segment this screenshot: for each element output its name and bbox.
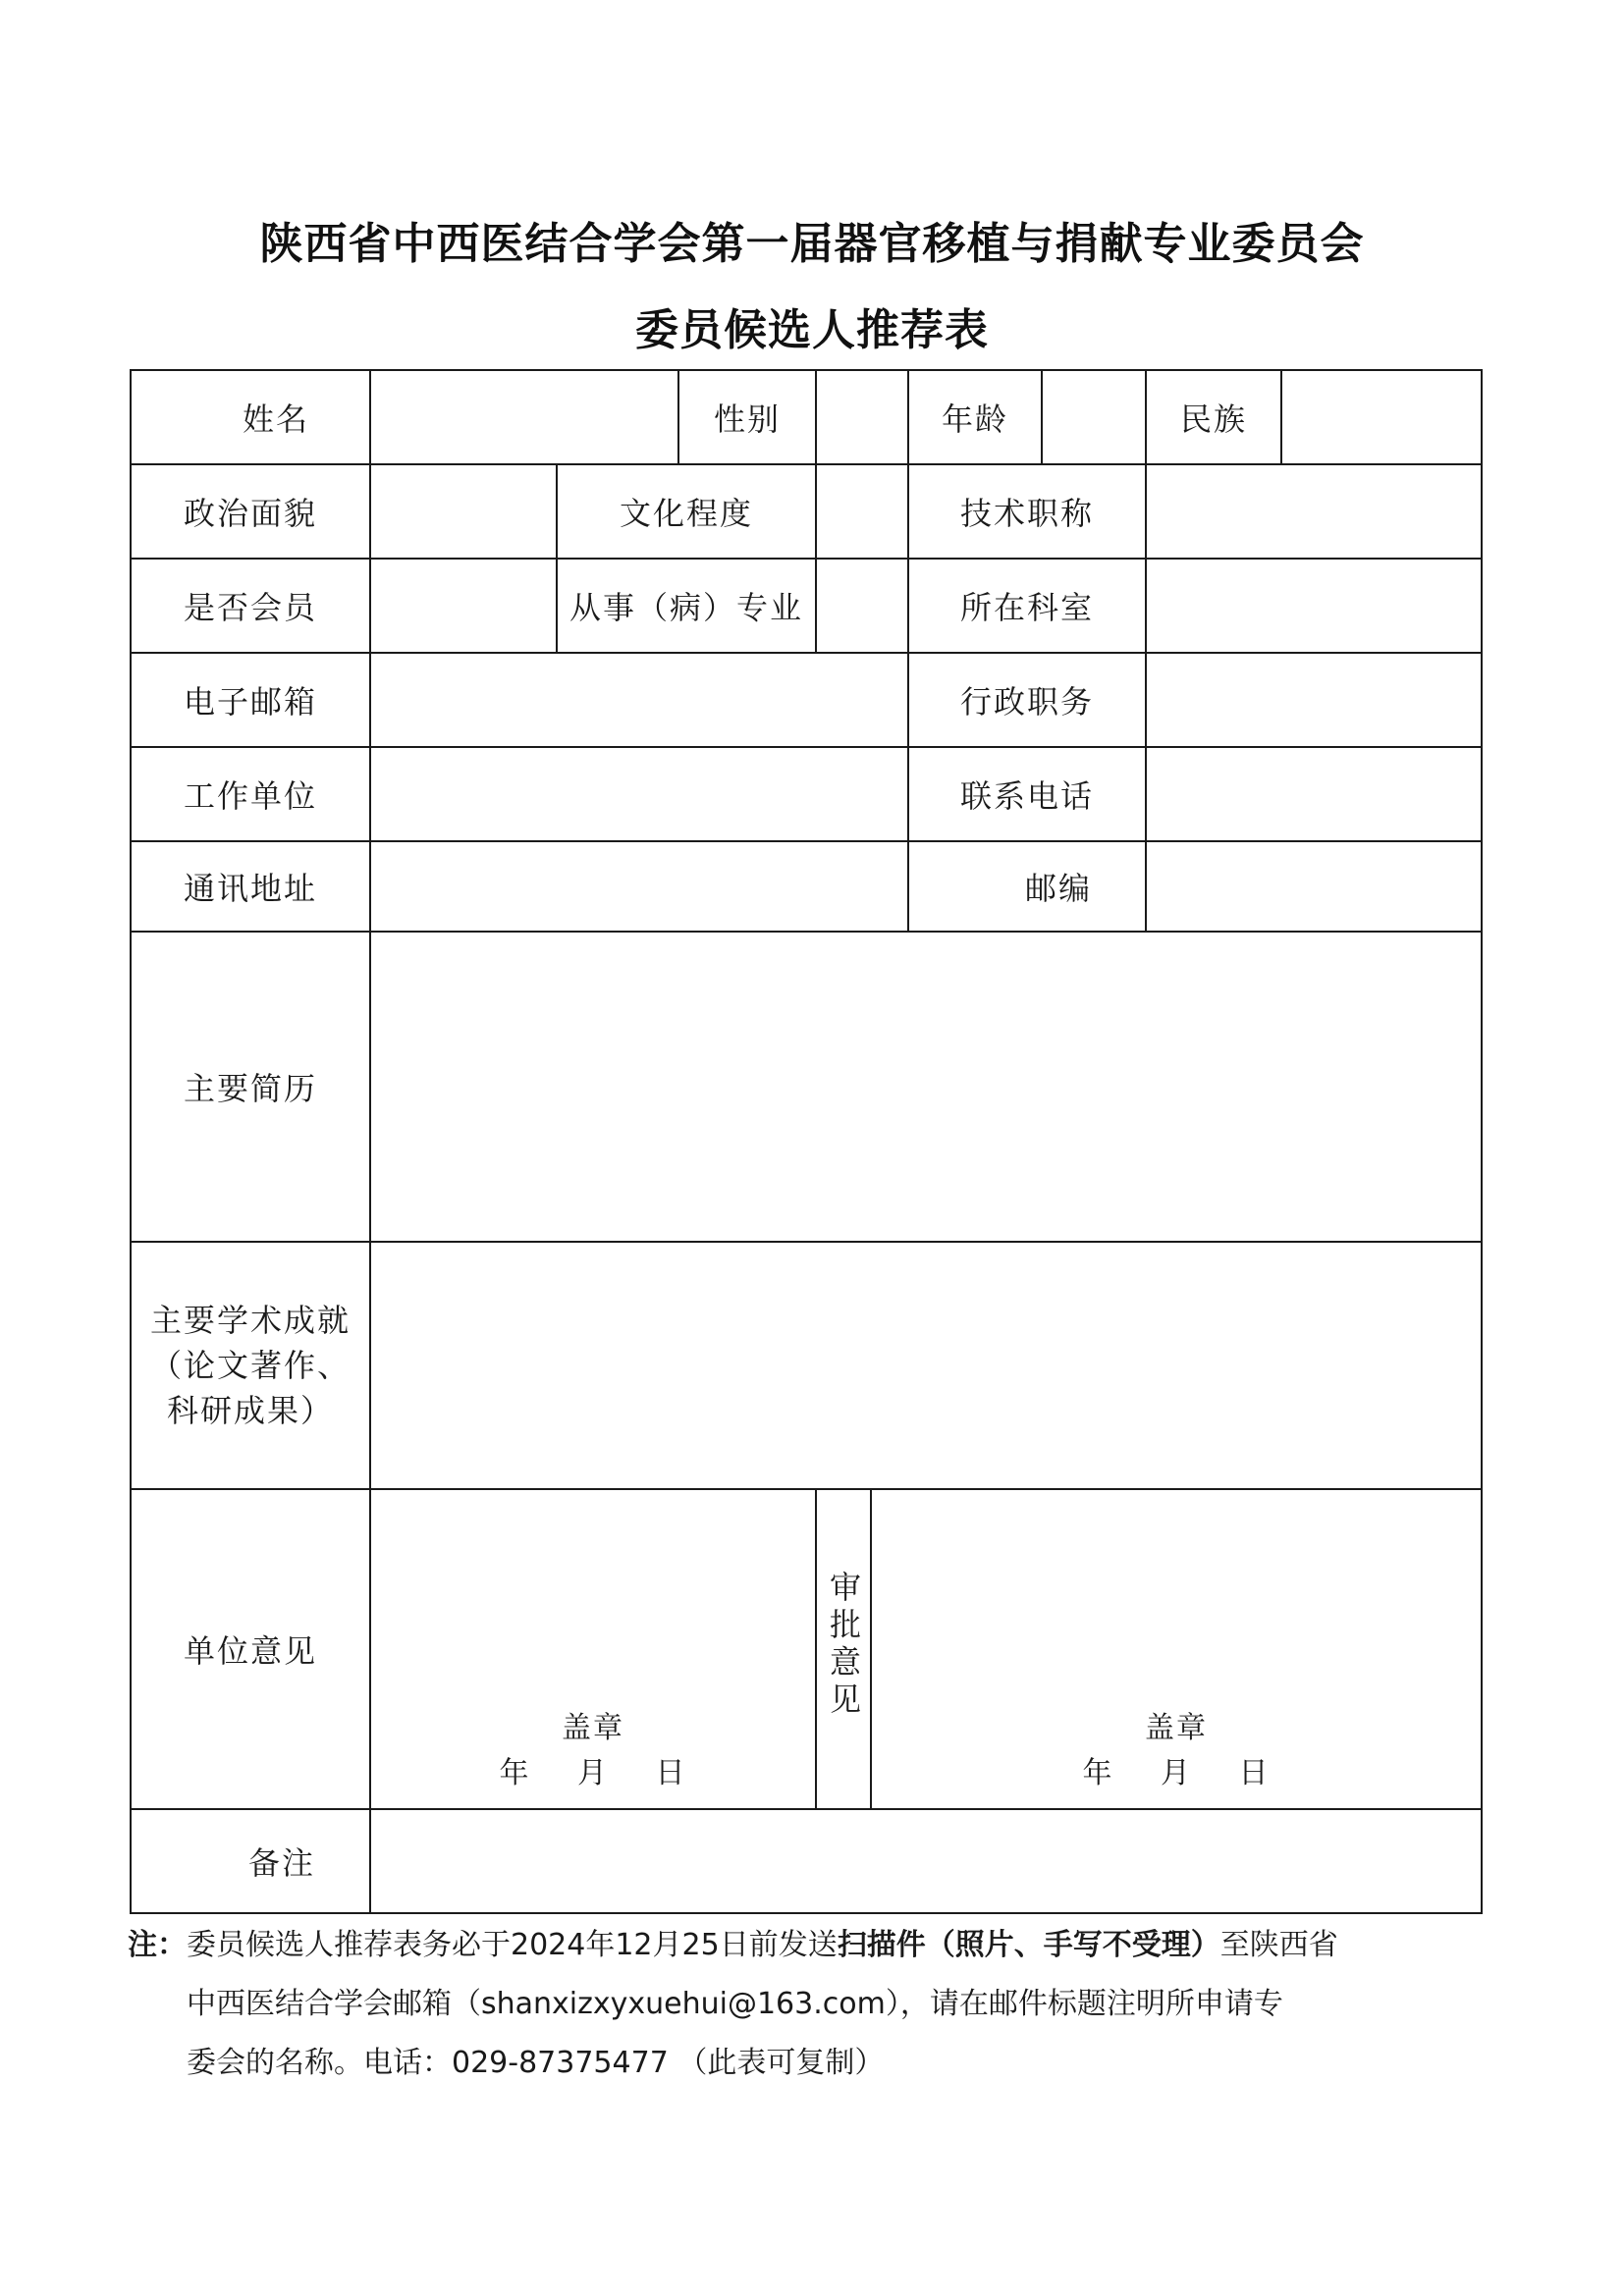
department-field[interactable] xyxy=(1146,559,1482,653)
member-label: 是否会员 xyxy=(131,559,370,653)
specialty-label: 从事（病）专业 xyxy=(557,559,816,653)
member-field[interactable] xyxy=(370,559,557,653)
admin-post-field[interactable] xyxy=(1146,653,1482,747)
resume-field[interactable] xyxy=(370,932,1482,1242)
age-label: 年龄 xyxy=(908,370,1042,464)
unit-stamp-block xyxy=(371,1706,815,1796)
approval-stamp-block xyxy=(872,1706,1481,1796)
approval-month-label: 月 xyxy=(1161,1756,1192,1790)
unit-stamp-label: 盖章 xyxy=(562,1711,624,1745)
achievements-field[interactable] xyxy=(370,1242,1482,1489)
tech-title-label: 技术职称 xyxy=(908,464,1146,559)
email-label: 电子邮箱 xyxy=(131,653,370,747)
name-label: 姓名 xyxy=(131,370,370,464)
form-row-workplace xyxy=(131,747,1482,841)
approval-field[interactable] xyxy=(871,1489,1482,1809)
address-field[interactable] xyxy=(370,841,908,932)
address-label: 通讯地址 xyxy=(131,841,370,932)
email-field[interactable] xyxy=(370,653,908,747)
unit-day-label: 日 xyxy=(655,1756,687,1790)
approval-label: 审批意见 xyxy=(825,1571,862,1720)
approval-day-label: 日 xyxy=(1238,1756,1271,1790)
ethnicity-field[interactable] xyxy=(1281,370,1482,464)
postcode-field[interactable] xyxy=(1146,841,1482,932)
gender-field[interactable] xyxy=(816,370,908,464)
form-row-achievements xyxy=(131,1242,1482,1489)
form-row-basic-info xyxy=(131,370,1482,464)
approval-stamp-label: 盖章 xyxy=(1145,1711,1208,1745)
note-line-3: 委会的名称。电话：029-87375477 （此表可复制） xyxy=(187,2046,885,2080)
workplace-label: 工作单位 xyxy=(131,747,370,841)
note-prefix: 注： xyxy=(128,1928,187,1962)
unit-month-label: 月 xyxy=(577,1756,609,1790)
unit-opinion-label: 单位意见 xyxy=(131,1489,370,1809)
achievements-label: 主要学术成就（论文著作、科研成果） xyxy=(131,1242,370,1489)
admin-post-label: 行政职务 xyxy=(908,653,1146,747)
approval-date-row xyxy=(872,1751,1481,1796)
remarks-field[interactable] xyxy=(370,1809,1482,1913)
form-row-address xyxy=(131,841,1482,932)
name-field[interactable] xyxy=(370,370,678,464)
phone-field[interactable] xyxy=(1146,747,1482,841)
education-field[interactable] xyxy=(816,464,908,559)
submission-note xyxy=(128,1916,1483,2093)
resume-label: 主要简历 xyxy=(131,932,370,1242)
form-row-opinions xyxy=(131,1489,1482,1809)
tech-title-field[interactable] xyxy=(1146,464,1482,559)
political-label: 政治面貌 xyxy=(131,464,370,559)
form-row-email xyxy=(131,653,1482,747)
remarks-label: 备注 xyxy=(131,1809,370,1913)
ethnicity-label: 民族 xyxy=(1146,370,1281,464)
note-line-1 xyxy=(128,1916,1483,1975)
phone-label: 联系电话 xyxy=(908,747,1146,841)
workplace-field[interactable] xyxy=(370,747,908,841)
political-field[interactable] xyxy=(370,464,557,559)
approval-year-label: 年 xyxy=(1082,1756,1114,1790)
form-subtitle: 委员候选人推荐表 xyxy=(635,305,989,355)
education-label: 文化程度 xyxy=(557,464,816,559)
age-field[interactable] xyxy=(1042,370,1146,464)
form-title: 陕西省中西医结合学会第一届器官移植与捐献专业委员会 xyxy=(259,219,1365,269)
form-row-remarks xyxy=(131,1809,1482,1913)
department-label: 所在科室 xyxy=(908,559,1146,653)
approval-label-cell xyxy=(816,1489,871,1809)
gender-label: 性别 xyxy=(678,370,816,464)
unit-year-label: 年 xyxy=(499,1756,531,1790)
note-text-bold: 扫描件（照片、手写不受理） xyxy=(837,1928,1220,1962)
form-row-political xyxy=(131,464,1482,559)
postcode-label: 邮编 xyxy=(908,841,1146,932)
specialty-field[interactable] xyxy=(816,559,908,653)
form-row-member xyxy=(131,559,1482,653)
unit-opinion-field[interactable] xyxy=(370,1489,816,1809)
note-text-a: 委员候选人推荐表务必于2024年12月25日前发送 xyxy=(187,1928,838,1962)
form-row-resume xyxy=(131,932,1482,1242)
note-text-b: 至陕西省 xyxy=(1219,1928,1338,1962)
unit-date-row xyxy=(371,1751,815,1796)
note-line-2: 中西医结合学会邮箱（shanxizxyxuehui@163.com），请在邮件标题注明所申请专 xyxy=(187,1987,1283,2021)
recommendation-form-table xyxy=(130,369,1483,1914)
